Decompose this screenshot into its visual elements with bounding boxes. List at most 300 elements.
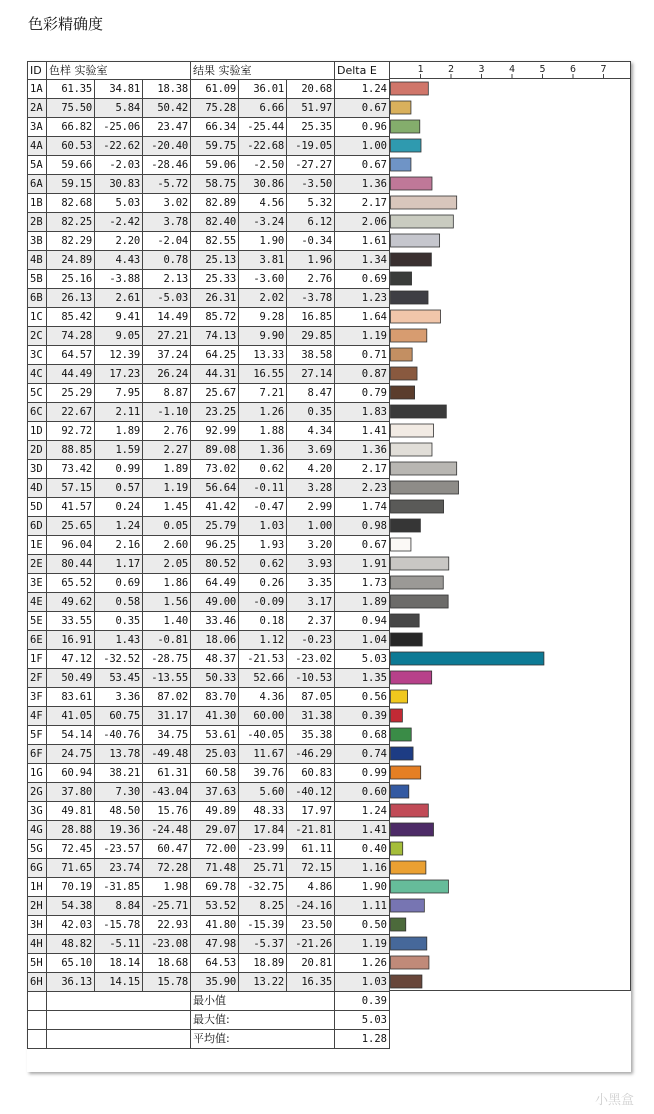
result-lab-value: 37.63: [191, 783, 239, 802]
delta-e-value: 1.35: [335, 669, 390, 688]
sample-lab-value: 60.53: [47, 137, 95, 156]
sample-lab-value: 2.20: [95, 232, 143, 251]
sample-lab-value: 2.16: [95, 536, 143, 555]
sample-lab-value: 9.05: [95, 327, 143, 346]
delta-e-value: 0.98: [335, 517, 390, 536]
result-lab-value: 3.17: [287, 593, 335, 612]
sample-lab-value: 41.05: [47, 707, 95, 726]
sample-lab-value: -5.11: [95, 935, 143, 954]
delta-e-value: 0.40: [335, 840, 390, 859]
table-row: [28, 213, 390, 232]
summary-blank: [28, 1030, 47, 1049]
result-lab-value: 13.33: [239, 346, 287, 365]
result-lab-value: 71.48: [191, 859, 239, 878]
x-tick-label: 3: [478, 64, 485, 75]
result-lab-value: 51.97: [287, 99, 335, 118]
sample-lab-value: 85.42: [47, 308, 95, 327]
result-lab-value: 16.35: [287, 973, 335, 992]
table-row: [28, 574, 390, 593]
sample-lab-value: 18.14: [95, 954, 143, 973]
result-lab-value: 39.76: [239, 764, 287, 783]
table-row: [28, 802, 390, 821]
bar-3E: [391, 576, 444, 589]
sample-lab-value: 73.42: [47, 460, 95, 479]
row-id: 1G: [28, 764, 47, 783]
table-row: [28, 840, 390, 859]
sample-lab-value: 0.69: [95, 574, 143, 593]
table-row: [28, 384, 390, 403]
bar-3D: [391, 462, 457, 475]
result-lab-value: 16.55: [239, 365, 287, 384]
result-lab-value: -23.99: [239, 840, 287, 859]
result-lab-value: 60.00: [239, 707, 287, 726]
sample-lab-value: -24.48: [143, 821, 191, 840]
sample-lab-value: 25.16: [47, 270, 95, 289]
delta-e-value: 2.17: [335, 194, 390, 213]
sample-lab-value: 22.93: [143, 916, 191, 935]
result-lab-value: 3.93: [287, 555, 335, 574]
result-lab-value: 8.25: [239, 897, 287, 916]
summary-row: [28, 992, 390, 1011]
sample-lab-value: -5.72: [143, 175, 191, 194]
sample-lab-value: 49.81: [47, 802, 95, 821]
x-tick-label: 1: [417, 64, 424, 75]
result-lab-value: 25.33: [191, 270, 239, 289]
sample-lab-value: 9.41: [95, 308, 143, 327]
result-lab-value: -25.44: [239, 118, 287, 137]
sample-lab-value: -32.52: [95, 650, 143, 669]
sample-lab-value: 0.24: [95, 498, 143, 517]
bar-3C: [391, 348, 413, 361]
sample-lab-value: 5.03: [95, 194, 143, 213]
result-lab-value: -0.09: [239, 593, 287, 612]
bar-4D: [391, 481, 459, 494]
result-lab-value: 58.75: [191, 175, 239, 194]
table-row: [28, 707, 390, 726]
result-lab-value: 4.86: [287, 878, 335, 897]
sample-lab-value: 23.74: [95, 859, 143, 878]
table-row: [28, 194, 390, 213]
result-lab-value: 92.99: [191, 422, 239, 441]
result-lab-value: 25.03: [191, 745, 239, 764]
result-lab-value: 0.35: [287, 403, 335, 422]
sample-lab-value: 28.88: [47, 821, 95, 840]
delta-e-value: 1.61: [335, 232, 390, 251]
result-lab-value: 1.88: [239, 422, 287, 441]
result-lab-value: 47.98: [191, 935, 239, 954]
bar-4B: [391, 253, 432, 266]
table-row: [28, 935, 390, 954]
bar-4F: [391, 709, 403, 722]
sample-lab-value: 64.57: [47, 346, 95, 365]
bar-6F: [391, 747, 414, 760]
result-lab-value: 27.14: [287, 365, 335, 384]
result-lab-value: 1.03: [239, 517, 287, 536]
sample-lab-value: 5.84: [95, 99, 143, 118]
sample-lab-value: 54.14: [47, 726, 95, 745]
sample-lab-value: 3.36: [95, 688, 143, 707]
bar-1F: [391, 652, 544, 665]
table-row: [28, 327, 390, 346]
table-row: [28, 479, 390, 498]
table-row: [28, 764, 390, 783]
sample-lab-value: 59.66: [47, 156, 95, 175]
sample-lab-value: 24.89: [47, 251, 95, 270]
bar-5B: [391, 272, 412, 285]
bar-2C: [391, 329, 427, 342]
result-lab-value: -40.12: [287, 783, 335, 802]
sample-lab-value: -2.03: [95, 156, 143, 175]
result-lab-value: -46.29: [287, 745, 335, 764]
sample-lab-value: 2.11: [95, 403, 143, 422]
sample-lab-value: 49.62: [47, 593, 95, 612]
row-id: 5F: [28, 726, 47, 745]
result-lab-value: 41.42: [191, 498, 239, 517]
sample-lab-value: 61.31: [143, 764, 191, 783]
result-lab-value: -32.75: [239, 878, 287, 897]
row-id: 2F: [28, 669, 47, 688]
delta-e-value: 0.50: [335, 916, 390, 935]
bar-2E: [391, 557, 449, 570]
row-id: 6C: [28, 403, 47, 422]
delta-e-value: 1.24: [335, 80, 390, 99]
table-row: [28, 878, 390, 897]
row-id: 4H: [28, 935, 47, 954]
row-id: 2D: [28, 441, 47, 460]
bar-1B: [391, 196, 457, 209]
result-lab-value: 23.25: [191, 403, 239, 422]
result-lab-value: -40.05: [239, 726, 287, 745]
result-lab-value: 11.67: [239, 745, 287, 764]
result-lab-value: 1.90: [239, 232, 287, 251]
sample-lab-value: -23.57: [95, 840, 143, 859]
header-sample: 色样 实验室: [47, 62, 191, 80]
result-lab-value: 96.25: [191, 536, 239, 555]
sample-lab-value: 72.45: [47, 840, 95, 859]
table-row: [28, 669, 390, 688]
delta-e-value: 0.67: [335, 536, 390, 555]
sample-lab-value: 48.82: [47, 935, 95, 954]
color-accuracy-sheet: [27, 61, 631, 1072]
bar-3A: [391, 120, 420, 133]
result-lab-value: 3.28: [287, 479, 335, 498]
row-id: 5B: [28, 270, 47, 289]
row-id: 6F: [28, 745, 47, 764]
result-lab-value: 4.36: [239, 688, 287, 707]
watermark: 小黑盒: [594, 1093, 634, 1108]
delta-e-value: 5.03: [335, 650, 390, 669]
result-lab-value: 73.02: [191, 460, 239, 479]
result-lab-value: 49.00: [191, 593, 239, 612]
delta-e-value: 0.39: [335, 707, 390, 726]
bar-1G: [391, 766, 421, 779]
result-lab-value: 1.26: [239, 403, 287, 422]
sample-lab-value: 60.47: [143, 840, 191, 859]
row-id: 3C: [28, 346, 47, 365]
sample-lab-value: -20.40: [143, 137, 191, 156]
sample-lab-value: -28.75: [143, 650, 191, 669]
result-lab-value: 3.35: [287, 574, 335, 593]
sample-lab-value: 16.91: [47, 631, 95, 650]
row-id: 6D: [28, 517, 47, 536]
result-lab-value: 4.56: [239, 194, 287, 213]
result-lab-value: 52.66: [239, 669, 287, 688]
bar-6E: [391, 633, 423, 646]
sample-lab-value: 15.76: [143, 802, 191, 821]
result-lab-value: 36.01: [239, 80, 287, 99]
table-row: [28, 650, 390, 669]
row-id: 1A: [28, 80, 47, 99]
result-lab-value: -3.50: [287, 175, 335, 194]
delta-e-value: 0.96: [335, 118, 390, 137]
result-lab-value: 3.20: [287, 536, 335, 555]
result-lab-value: 83.70: [191, 688, 239, 707]
sample-lab-value: 7.95: [95, 384, 143, 403]
result-lab-value: 6.66: [239, 99, 287, 118]
row-id: 1E: [28, 536, 47, 555]
result-lab-value: 29.07: [191, 821, 239, 840]
bar-6G: [391, 861, 426, 874]
row-id: 3G: [28, 802, 47, 821]
table-row: [28, 346, 390, 365]
delta-e-value: 1.19: [335, 327, 390, 346]
x-tick-label: 5: [539, 64, 546, 75]
delta-e-value: 0.68: [335, 726, 390, 745]
sample-lab-value: 71.65: [47, 859, 95, 878]
sample-lab-value: -49.48: [143, 745, 191, 764]
sample-lab-value: 1.40: [143, 612, 191, 631]
result-lab-value: 82.89: [191, 194, 239, 213]
table-row: [28, 897, 390, 916]
result-lab-value: 82.55: [191, 232, 239, 251]
sample-lab-value: 74.28: [47, 327, 95, 346]
result-lab-value: 53.61: [191, 726, 239, 745]
sample-lab-value: 1.86: [143, 574, 191, 593]
row-id: 2B: [28, 213, 47, 232]
result-lab-value: 0.62: [239, 460, 287, 479]
sample-lab-value: 0.58: [95, 593, 143, 612]
sample-lab-value: 47.12: [47, 650, 95, 669]
delta-e-value: 0.67: [335, 156, 390, 175]
result-lab-value: 16.85: [287, 308, 335, 327]
delta-e-value: 1.34: [335, 251, 390, 270]
table-row: [28, 118, 390, 137]
sample-lab-value: 60.94: [47, 764, 95, 783]
table-row: [28, 403, 390, 422]
result-lab-value: -15.39: [239, 916, 287, 935]
sample-lab-value: 26.13: [47, 289, 95, 308]
row-id: 2H: [28, 897, 47, 916]
result-lab-value: 2.99: [287, 498, 335, 517]
result-lab-value: 60.83: [287, 764, 335, 783]
sample-lab-value: 1.17: [95, 555, 143, 574]
delta-e-value: 2.17: [335, 460, 390, 479]
result-lab-value: 2.76: [287, 270, 335, 289]
result-lab-value: -0.23: [287, 631, 335, 650]
sample-lab-value: 18.68: [143, 954, 191, 973]
table-row: [28, 517, 390, 536]
x-tick-label: 7: [600, 64, 607, 75]
row-id: 3D: [28, 460, 47, 479]
row-id: 4E: [28, 593, 47, 612]
result-lab-value: 13.22: [239, 973, 287, 992]
row-id: 1D: [28, 422, 47, 441]
row-id: 6B: [28, 289, 47, 308]
result-lab-value: 29.85: [287, 327, 335, 346]
sample-lab-value: 34.75: [143, 726, 191, 745]
bar-5A: [391, 158, 411, 171]
table-row: [28, 251, 390, 270]
bar-2D: [391, 443, 432, 456]
row-id: 4F: [28, 707, 47, 726]
bar-5F: [391, 728, 412, 741]
result-lab-value: -2.50: [239, 156, 287, 175]
result-lab-value: 25.13: [191, 251, 239, 270]
sample-lab-value: -22.62: [95, 137, 143, 156]
sample-lab-value: 14.49: [143, 308, 191, 327]
sample-lab-value: 50.49: [47, 669, 95, 688]
result-lab-value: 35.90: [191, 973, 239, 992]
row-id: 6A: [28, 175, 47, 194]
sample-lab-value: 70.19: [47, 878, 95, 897]
result-lab-value: 3.81: [239, 251, 287, 270]
bar-1A: [391, 82, 429, 95]
delta-e-value: 1.89: [335, 593, 390, 612]
result-lab-value: 61.11: [287, 840, 335, 859]
summary-row: [28, 1011, 390, 1030]
result-lab-value: 18.06: [191, 631, 239, 650]
delta-e-value: 1.83: [335, 403, 390, 422]
sample-lab-value: 25.29: [47, 384, 95, 403]
table-row: [28, 593, 390, 612]
row-id: 6E: [28, 631, 47, 650]
delta-e-value: 1.36: [335, 441, 390, 460]
sample-lab-value: 1.24: [95, 517, 143, 536]
result-lab-value: -22.68: [239, 137, 287, 156]
page-title: 色彩精确度: [28, 15, 104, 33]
result-lab-value: -0.34: [287, 232, 335, 251]
result-lab-value: 64.25: [191, 346, 239, 365]
result-lab-value: 25.79: [191, 517, 239, 536]
delta-e-value: 2.06: [335, 213, 390, 232]
sample-lab-value: 13.78: [95, 745, 143, 764]
bar-4E: [391, 595, 449, 608]
sample-lab-value: 8.87: [143, 384, 191, 403]
table-row: [28, 916, 390, 935]
bar-5H: [391, 956, 429, 969]
table-row: [28, 270, 390, 289]
table-row: [28, 289, 390, 308]
row-id: 1H: [28, 878, 47, 897]
result-lab-value: 44.31: [191, 365, 239, 384]
sample-lab-value: 0.99: [95, 460, 143, 479]
result-lab-value: 53.52: [191, 897, 239, 916]
result-lab-value: 72.00: [191, 840, 239, 859]
sample-lab-value: 24.75: [47, 745, 95, 764]
header-id: ID: [28, 62, 47, 80]
result-lab-value: 9.90: [239, 327, 287, 346]
result-lab-value: 1.00: [287, 517, 335, 536]
result-lab-value: 56.64: [191, 479, 239, 498]
bar-1H: [391, 880, 449, 893]
table-row: [28, 232, 390, 251]
row-id: 3E: [28, 574, 47, 593]
result-lab-value: 59.06: [191, 156, 239, 175]
sample-lab-value: 0.35: [95, 612, 143, 631]
result-lab-value: 41.30: [191, 707, 239, 726]
sample-lab-value: 48.50: [95, 802, 143, 821]
bar-2B: [391, 215, 454, 228]
table-row: [28, 441, 390, 460]
result-lab-value: 50.33: [191, 669, 239, 688]
result-lab-value: 7.21: [239, 384, 287, 403]
bar-1D: [391, 424, 434, 437]
result-lab-value: 4.34: [287, 422, 335, 441]
delta-e-value: 1.74: [335, 498, 390, 517]
sample-lab-value: 82.25: [47, 213, 95, 232]
header-row: [28, 62, 390, 80]
result-lab-value: 6.12: [287, 213, 335, 232]
row-id: 4A: [28, 137, 47, 156]
result-lab-value: 64.53: [191, 954, 239, 973]
row-id: 4B: [28, 251, 47, 270]
result-lab-value: 69.78: [191, 878, 239, 897]
delta-e-value: 1.24: [335, 802, 390, 821]
row-id: 2C: [28, 327, 47, 346]
sample-lab-value: 7.30: [95, 783, 143, 802]
sample-lab-value: 26.24: [143, 365, 191, 384]
table-row: [28, 783, 390, 802]
row-id: 5E: [28, 612, 47, 631]
table-row: [28, 821, 390, 840]
sample-lab-value: 17.23: [95, 365, 143, 384]
result-lab-value: 1.96: [287, 251, 335, 270]
table-row: [28, 954, 390, 973]
sample-lab-value: 30.83: [95, 175, 143, 194]
result-lab-value: 0.62: [239, 555, 287, 574]
bar-6C: [391, 405, 447, 418]
bar-6A: [391, 177, 432, 190]
result-lab-value: 18.89: [239, 954, 287, 973]
delta-e-value: 1.00: [335, 137, 390, 156]
delta-e-value: 0.69: [335, 270, 390, 289]
bar-6H: [391, 975, 422, 988]
delta-e-value: 0.67: [335, 99, 390, 118]
delta-e-value: 0.60: [335, 783, 390, 802]
sample-lab-value: 83.61: [47, 688, 95, 707]
result-lab-value: 25.71: [239, 859, 287, 878]
result-lab-value: 33.46: [191, 612, 239, 631]
bar-2H: [391, 899, 425, 912]
result-lab-value: 25.35: [287, 118, 335, 137]
sample-lab-value: 2.05: [143, 555, 191, 574]
bar-4C: [391, 367, 418, 380]
table-row: [28, 308, 390, 327]
result-lab-value: 26.31: [191, 289, 239, 308]
sample-lab-value: 37.24: [143, 346, 191, 365]
result-lab-value: 9.28: [239, 308, 287, 327]
sample-lab-value: -28.46: [143, 156, 191, 175]
result-lab-value: 75.28: [191, 99, 239, 118]
result-lab-value: 49.89: [191, 802, 239, 821]
row-id: 2E: [28, 555, 47, 574]
table-row: [28, 156, 390, 175]
row-id: 1C: [28, 308, 47, 327]
row-id: 4D: [28, 479, 47, 498]
result-lab-value: 1.36: [239, 441, 287, 460]
sample-lab-value: 15.78: [143, 973, 191, 992]
sample-lab-value: 4.43: [95, 251, 143, 270]
